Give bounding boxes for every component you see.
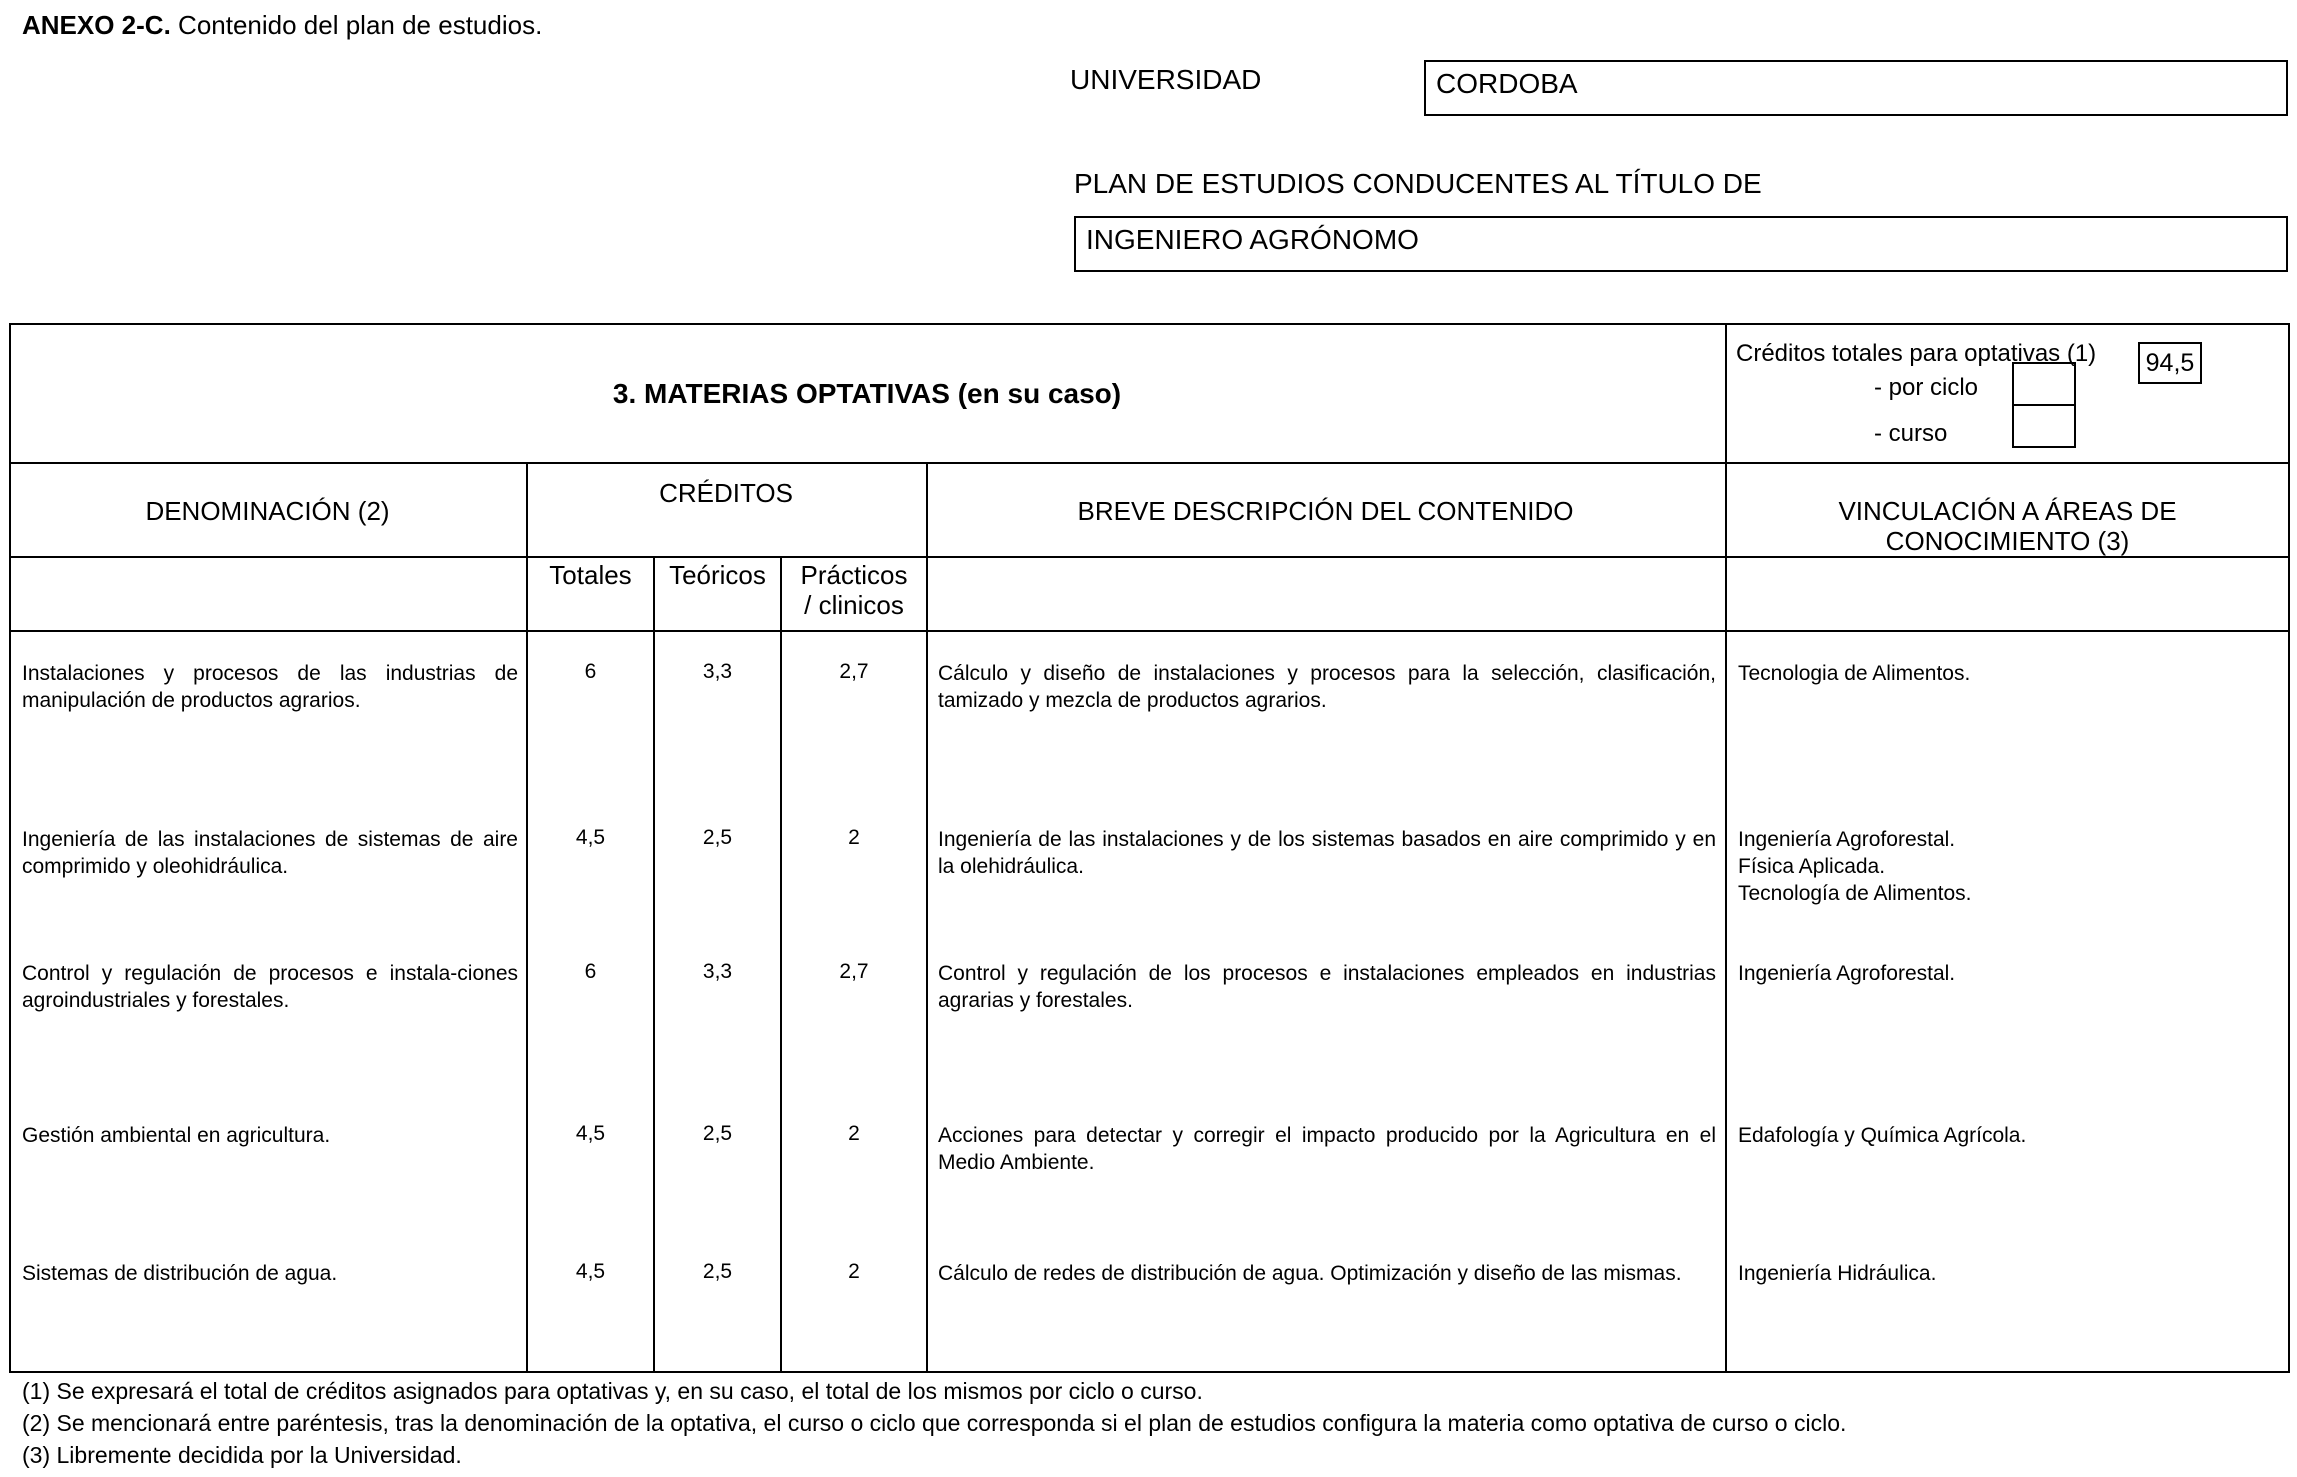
annex-heading [22,10,542,41]
row-1-areas [1738,660,2278,687]
annex-text: Contenido del plan de estudios. [170,10,543,40]
row-4-practicos: 2 [848,1122,860,1145]
row-1-area: Tecnologia de Alimentos. [1738,662,1971,685]
row-4-name: Gestión ambiental en agricultura. [22,1124,331,1147]
header-practicos-line2: / clinicos [804,590,904,620]
table-divider [926,462,928,1373]
per-cycle-label: - por ciclo [1874,374,1979,401]
table-divider [1725,323,1727,1373]
footnote-3: (3) Libremente decidida por la Universidad. [22,1442,462,1468]
row-1-practicos: 2,7 [839,660,869,683]
row-2-area: Física Aplicada. [1738,855,1886,878]
row-2-area: Tecnología de Alimentos. [1738,882,1972,905]
header-vinculacion-line1: VINCULACIÓN A ÁREAS DE [1838,496,2177,526]
degree-field: INGENIERO AGRÓNOMO [1074,216,2288,272]
row-3-areas [1738,960,2278,987]
row-5-practicos: 2 [848,1260,860,1283]
university-label: UNIVERSIDAD [1070,64,1262,95]
per-course-label: - curso [1874,420,1948,447]
header-creditos: CRÉDITOS [659,478,793,508]
header-vinculacion [1725,496,2290,556]
row-5-totales: 4,5 [575,1260,606,1283]
row-3-totales: 6 [584,960,597,983]
table-divider [9,556,2290,558]
header-vinculacion-line2: CONOCIMIENTO (3) [1885,526,2130,556]
per-course-box [2012,404,2076,448]
row-2-name: Ingeniería de las instalaciones de sistemas de aire comprimido y oleohidráulica. [22,828,518,878]
row-4-totales: 4,5 [575,1122,606,1145]
row-1-totales: 6 [584,660,597,683]
row-4-areas [1738,1122,2278,1149]
row-4-area: Edafología y Química Agrícola. [1738,1124,2027,1147]
row-2-teoricos: 2,5 [702,826,733,849]
table-divider [526,556,928,558]
row-4-descripcion: Acciones para detectar y corregir el impacto producido por la Agricultura en el Medio Ambiente. [938,1124,1716,1174]
row-3-teoricos: 3,3 [702,960,733,983]
header-teoricos: Teóricos [669,560,766,590]
footnote-2: (2) Se mencionará entre paréntesis, tras la denominación de la optativa, el curso o ciclo que corresponda si el plan de estudios configura la materia como optativa de curso o ciclo. [22,1410,1847,1436]
credits-total-label: Créditos totales para optativas (1) [1736,340,2097,367]
row-5-descripcion: Cálculo de redes de distribución de agua. Optimización y diseño de las mismas. [938,1262,1682,1285]
row-2-practicos: 2 [848,826,860,849]
row-5-name: Sistemas de distribución de agua. [22,1262,338,1285]
row-1-name: Instalaciones y procesos de las industrias de manipulación de productos agrarios. [22,662,518,712]
row-3-area: Ingeniería Agroforestal. [1738,962,1956,985]
row-4-teoricos: 2,5 [702,1122,733,1145]
header-descripcion: BREVE DESCRIPCIÓN DEL CONTENIDO [1077,496,1574,526]
row-2-totales: 4,5 [575,826,606,849]
row-3-name: Control y regulación de procesos e instala-ciones agroindustriales y forestales. [22,962,518,1012]
row-2-area: Ingeniería Agroforestal. [1738,828,1956,851]
table-divider [526,462,528,1373]
table-divider [9,630,2290,632]
row-1-teoricos: 3,3 [702,660,733,683]
row-2-areas [1738,826,2278,907]
per-cycle-box [2012,362,2076,406]
header-denominacion: DENOMINACIÓN (2) [145,496,390,526]
annex-number: ANEXO 2-C. [22,10,171,40]
header-totales: Totales [549,560,632,590]
plan-label: PLAN DE ESTUDIOS CONDUCENTES AL TÍTULO DE [1074,168,1762,199]
footnote-1: (1) Se expresará el total de créditos asignados para optativas y, en su caso, el total de los mismos por ciclo o curso. [22,1378,1203,1404]
header-practicos-line1: Prácticos [800,560,908,590]
row-5-teoricos: 2,5 [702,1260,733,1283]
row-1-descripcion: Cálculo y diseño de instalaciones y procesos para la selección, clasificación, tamizado y mezcla de productos agrarios. [938,662,1716,712]
row-3-descripcion: Control y regulación de los procesos e instalaciones empleados en industrias agrarias y forestales. [938,962,1716,1012]
university-field: CORDOBA [1424,60,2288,116]
table-divider [9,462,2290,464]
row-5-area: Ingeniería Hidráulica. [1738,1262,1937,1285]
credits-total-value: 94,5 [2138,342,2202,384]
row-3-practicos: 2,7 [839,960,869,983]
row-5-areas [1738,1260,2278,1287]
section-title: 3. MATERIAS OPTATIVAS (en su caso) [612,378,1122,409]
row-2-descripcion: Ingeniería de las instalaciones y de los sistemas basados en aire comprimido y en la olehidráulica. [938,828,1716,878]
header-practicos [782,560,926,620]
